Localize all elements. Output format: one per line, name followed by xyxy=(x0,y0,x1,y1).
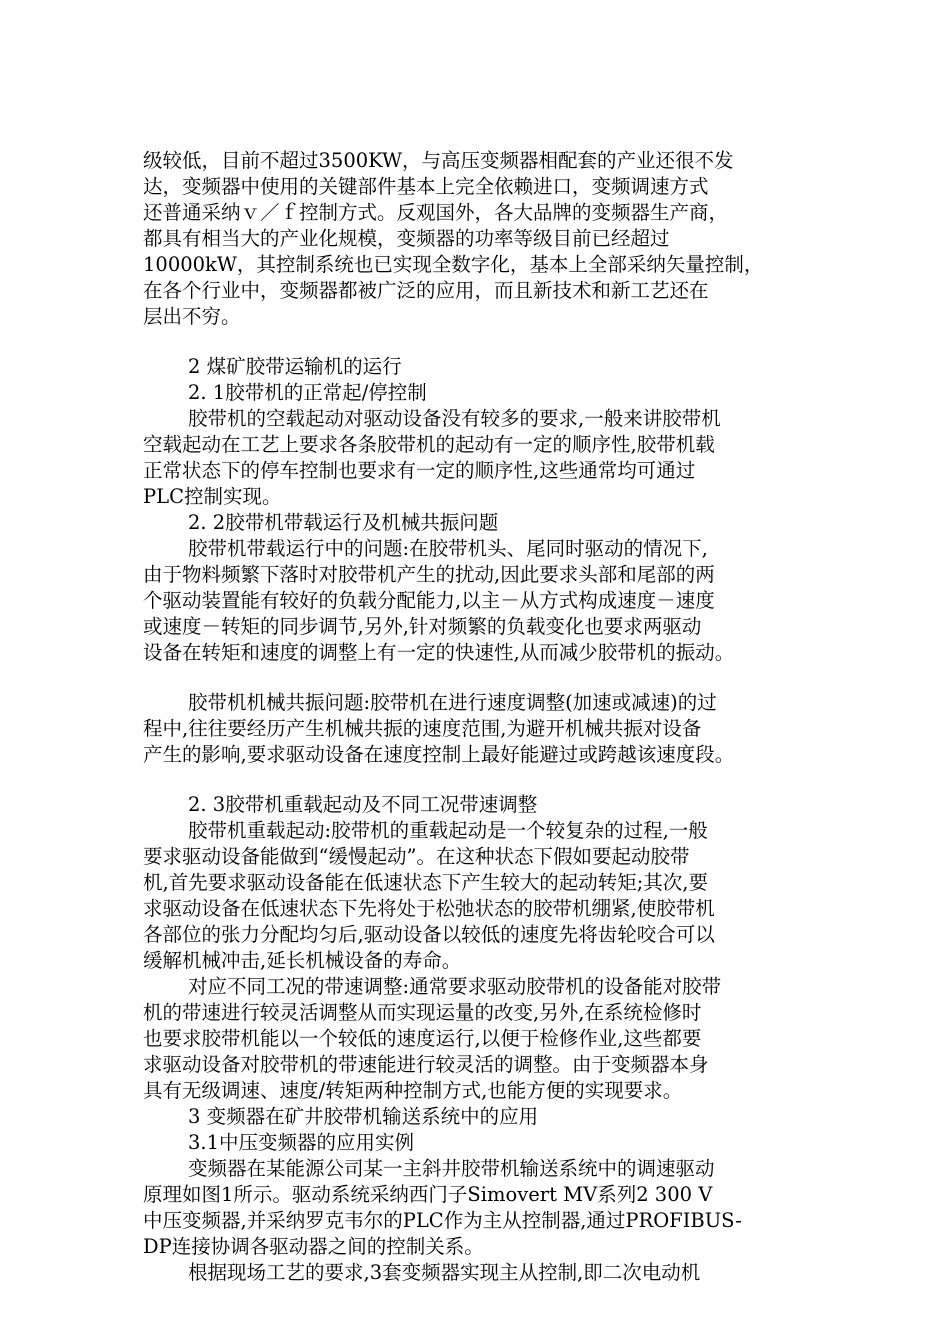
text-line: 都具有相当大的产业化规模，变频器的功率等级目前已经超过 xyxy=(143,227,670,250)
text-line: 中压变频器,并采纳罗克韦尔的PLC作为主从控制器,通过PROFIBUS- xyxy=(143,1209,742,1232)
text-line: 求驱动设备对胶带机的带速能进行较灵活的调整。由于变频器本身 xyxy=(143,1053,709,1076)
text-line: 级较低，目前不超过3500KW，与高压变频器相配套的产业还很不发 xyxy=(143,149,734,172)
section-heading: 2 煤矿胶带运输机的运行 xyxy=(188,355,402,378)
text-line: 个驱动装置能有较好的负载分配能力,以主－从方式构成速度－速度 xyxy=(143,589,715,612)
text-line: 还普通采纳ｖ／ｆ控制方式。反观国外，各大品牌的变频器生产商， xyxy=(143,201,729,224)
text-line: 胶带机机械共振问题:胶带机在进行速度调整(加速或减速)的过 xyxy=(188,691,717,714)
subsection-heading: 2. 1胶带机的正常起/停控制 xyxy=(188,381,427,404)
text-line: 机的带速进行较灵活调整从而实现运量的改变,另外,在系统检修时 xyxy=(143,1001,702,1024)
text-line: 达，变频器中使用的关键部件基本上完全依赖进口，变频调速方式 xyxy=(143,175,709,198)
text-line: 各部位的张力分配均匀后,驱动设备以较低的速度先将齿轮咬合可以 xyxy=(143,923,715,946)
subsection-heading: 3.1中压变频器的应用实例 xyxy=(188,1131,415,1154)
text-line: 对应不同工况的带速调整:通常要求驱动胶带机的设备能对胶带 xyxy=(188,975,722,998)
text-line: 层出不穷。 xyxy=(143,305,241,328)
text-line: 空载起动在工艺上要求各条胶带机的起动有一定的顺序性,胶带机载 xyxy=(143,433,715,456)
text-line: 胶带机的空载起动对驱动设备没有较多的要求,一般来讲胶带机 xyxy=(188,407,721,430)
text-line: 根据现场工艺的要求,3套变频器实现主从控制,即二次电动机 xyxy=(188,1261,701,1284)
text-line: 设备在转矩和速度的调整上有一定的快速性,从而减少胶带机的振动。 xyxy=(143,641,735,664)
text-line: 机,首先要求驱动设备能在低速状态下产生较大的起动转矩;其次,要 xyxy=(143,871,708,894)
text-line: 也要求胶带机能以一个较低的速度运行,以便于检修作业,这些都要 xyxy=(143,1027,702,1050)
text-line: 求驱动设备在低速状态下先将处于松弛状态的胶带机绷紧,使胶带机 xyxy=(143,897,715,920)
text-line: 或速度－转矩的同步调节,另外,针对频繁的负载变化也要求两驱动 xyxy=(143,615,702,638)
subsection-heading: 2. 3胶带机重载起动及不同工况带速调整 xyxy=(188,793,538,816)
text-line: 具有无级调速、速度/转矩两种控制方式,也能方便的实现要求。 xyxy=(143,1079,683,1102)
text-line: 正常状态下的停车控制也要求有一定的顺序性,这些通常均可通过 xyxy=(143,459,696,482)
text-line: 产生的影响,要求驱动设备在速度控制上最好能避过或跨越该速度段。 xyxy=(143,743,735,766)
text-line: DP连接协调各驱动器之间的控制关系。 xyxy=(143,1235,484,1258)
text-line: 原理如图1所示。驱动系统采纳西门子Simovert MV系列2 300 V xyxy=(143,1183,713,1206)
subsection-heading: 2. 2胶带机带载运行及机械共振问题 xyxy=(188,511,499,534)
text-line: PLC控制实现。 xyxy=(143,485,282,508)
text-line: 缓解机械冲击,延长机械设备的寿命。 xyxy=(143,949,462,972)
text-line: 变频器在某能源公司某一主斜井胶带机输送系统中的调速驱动 xyxy=(188,1157,715,1180)
section-heading: 3 变频器在矿井胶带机输送系统中的应用 xyxy=(188,1105,539,1128)
text-line: 胶带机重载起动:胶带机的重载起动是一个较复杂的过程,一般 xyxy=(188,819,708,842)
text-line: 10000kW，其控制系统也已实现全数字化，基本上全部采纳矢量控制， xyxy=(143,253,764,276)
text-line: 胶带机带载运行中的问题:在胶带机头、尾同时驱动的情况下, xyxy=(188,537,708,560)
text-line: 在各个行业中，变频器都被广泛的应用，而且新技术和新工艺还在 xyxy=(143,279,709,302)
text-line: 程中,往往要经历产生机械共振的速度范围,为避开机械共振对设备 xyxy=(143,717,702,740)
text-line: 由于物料频繁下落时对胶带机产生的扰动,因此要求头部和尾部的两 xyxy=(143,563,715,586)
text-line: 要求驱动设备能做到“缓慢起动”。在这种状态下假如要起动胶带 xyxy=(143,845,690,868)
